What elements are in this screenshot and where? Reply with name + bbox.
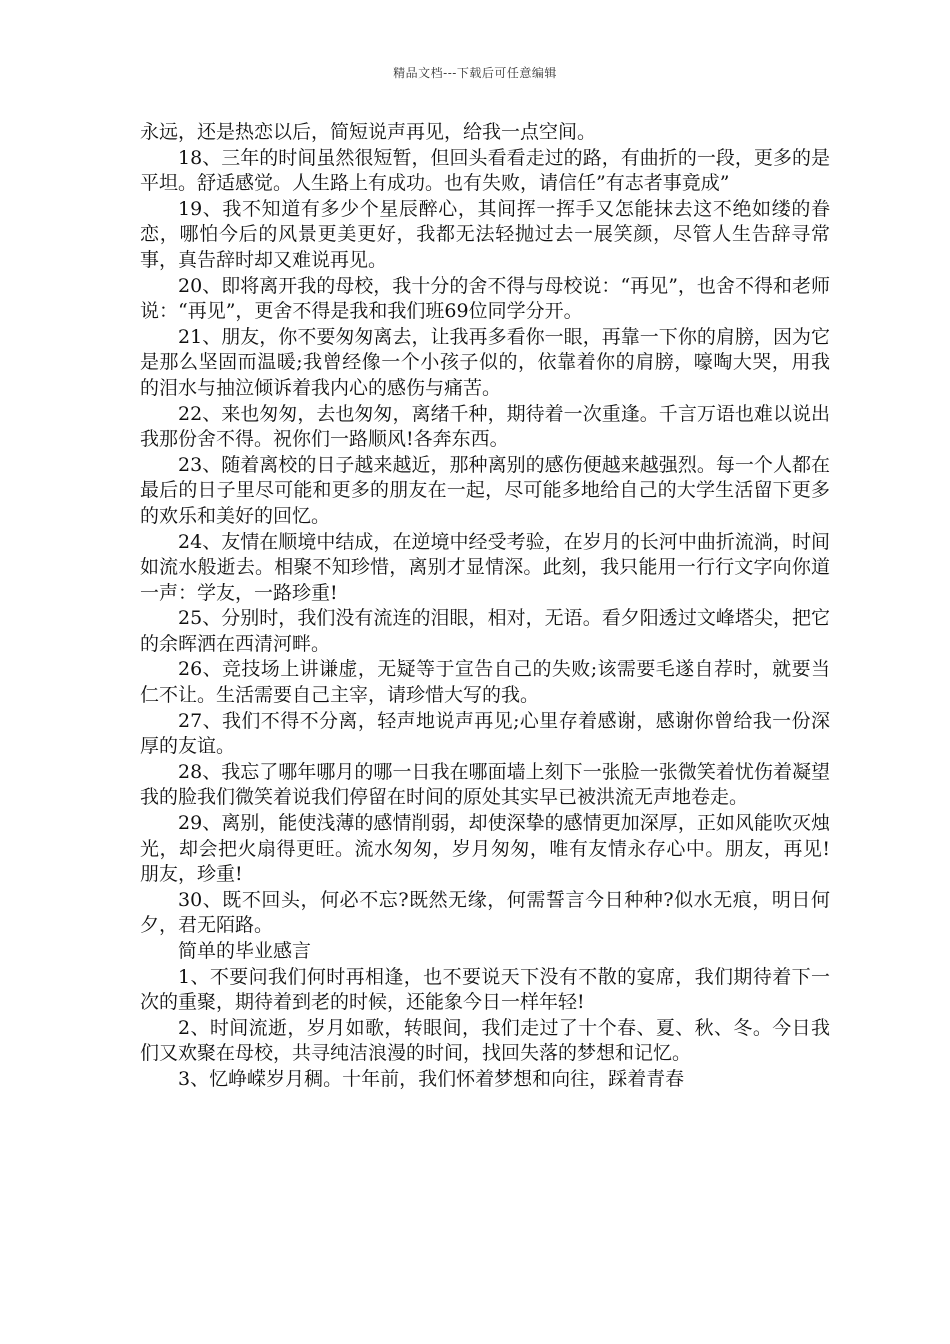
paragraph: 29、离别，能使浅薄的感情削弱，却使深挚的感情更加深厚，正如风能吹灭烛光，却会把火扇得更旺。流水匆匆，岁月匆匆，唯有友情永存心中。朋友，再见!朋友，珍重!	[140, 812, 830, 886]
paragraph: 30、既不回头，何必不忘?既然无缘，何需誓言今日种种?似水无痕，明日何夕，君无陌路。	[140, 888, 830, 937]
paragraph: 25、分别时，我们没有流连的泪眼，相对，无语。看夕阳透过文峰塔尖，把它的余晖洒在西清河畔。	[140, 607, 830, 655]
paragraph: 26、竞技场上讲谦虚，无疑等于宣告自己的失败;该需要毛遂自荐时，就要当仁不让。生活需要自己主宰，请珍惜大写的我。	[140, 658, 830, 707]
paragraph: 24、友情在顺境中结成，在逆境中经受考验，在岁月的长河中曲折流淌，时间如流水般逝去。相聚不知珍惜，离别才显情深。此刻，我只能用一行行文字向你道一声：学友，一路珍重!	[140, 530, 830, 604]
section-heading: 简单的毕业感言	[178, 940, 312, 962]
paragraph: 23、随着离校的日子越来越近，那种离别的感伤便越来越强烈。每一个人都在最后的日子里尽可能和更多的朋友在一起，尽可能多地给自己的大学生活留下更多的欢乐和美好的回忆。	[140, 453, 830, 527]
page-header: 精品文档---下载后可任意编辑	[393, 66, 557, 80]
paragraph: 21、朋友，你不要匆匆离去，让我再多看你一眼，再靠一下你的肩膀，因为它是那么坚固而温暖;我曾经像一个小孩子似的，依靠着你的肩膀，嚎啕大哭，用我的泪水与抽泣倾诉着我内心的感伤与痛苦。	[140, 325, 830, 399]
document-body	[140, 120, 830, 1093]
paragraph: 2、时间流逝，岁月如歌，转眼间，我们走过了十个春、夏、秋、冬。今日我们又欢聚在母校，共寻纯洁浪漫的时间，找回失落的梦想和记忆。	[140, 1016, 830, 1065]
paragraph: 28、我忘了哪年哪月的哪一日我在哪面墙上刻下一张脸一张微笑着忧伤着凝望我的脸我们微笑着说我们停留在时间的原处其实早已被洪流无声地卷走。	[140, 760, 830, 809]
paragraph: 18、三年的时间虽然很短暂，但回头看看走过的路，有曲折的一段，更多的是平坦。舒适感觉。人生路上有成功。也有失败，请信任”有志者事竟成”	[140, 146, 830, 195]
paragraph: 1、不要问我们何时再相逢，也不要说天下没有不散的宴席，我们期待着下一次的重聚，期待着到老的时候，还能象今日一样年轻!	[140, 965, 830, 1014]
paragraph: 19、我不知道有多少个星辰醉心，其间挥一挥手又怎能抹去这不绝如缕的眷恋，哪怕今后的风景更美更好，我都无法轻抛过去一展笑颜，尽管人生告辞寻常事，真告辞时却又难说再见。	[140, 197, 830, 271]
paragraph: 27、我们不得不分离，轻声地说声再见;心里存着感谢，感谢你曾给我一份深厚的友谊。	[140, 709, 830, 758]
paragraph: 22、来也匆匆，去也匆匆，离绪千种，期待着一次重逢。千言万语也难以说出我那份舍不得。祝你们一路顺风!各奔东西。	[140, 402, 830, 451]
paragraph: 3、忆峥嵘岁月稠。十年前，我们怀着梦想和向往，踩着青春	[178, 1067, 685, 1090]
paragraph: 永远，还是热恋以后，简短说声再见，给我一点空间。	[140, 121, 597, 143]
paragraph: 20、即将离开我的母校，我十分的舍不得与母校说：“再见”，也舍不得和老师说：“再见”，更舍不得是我和我们班69位同学分开。	[140, 274, 830, 323]
